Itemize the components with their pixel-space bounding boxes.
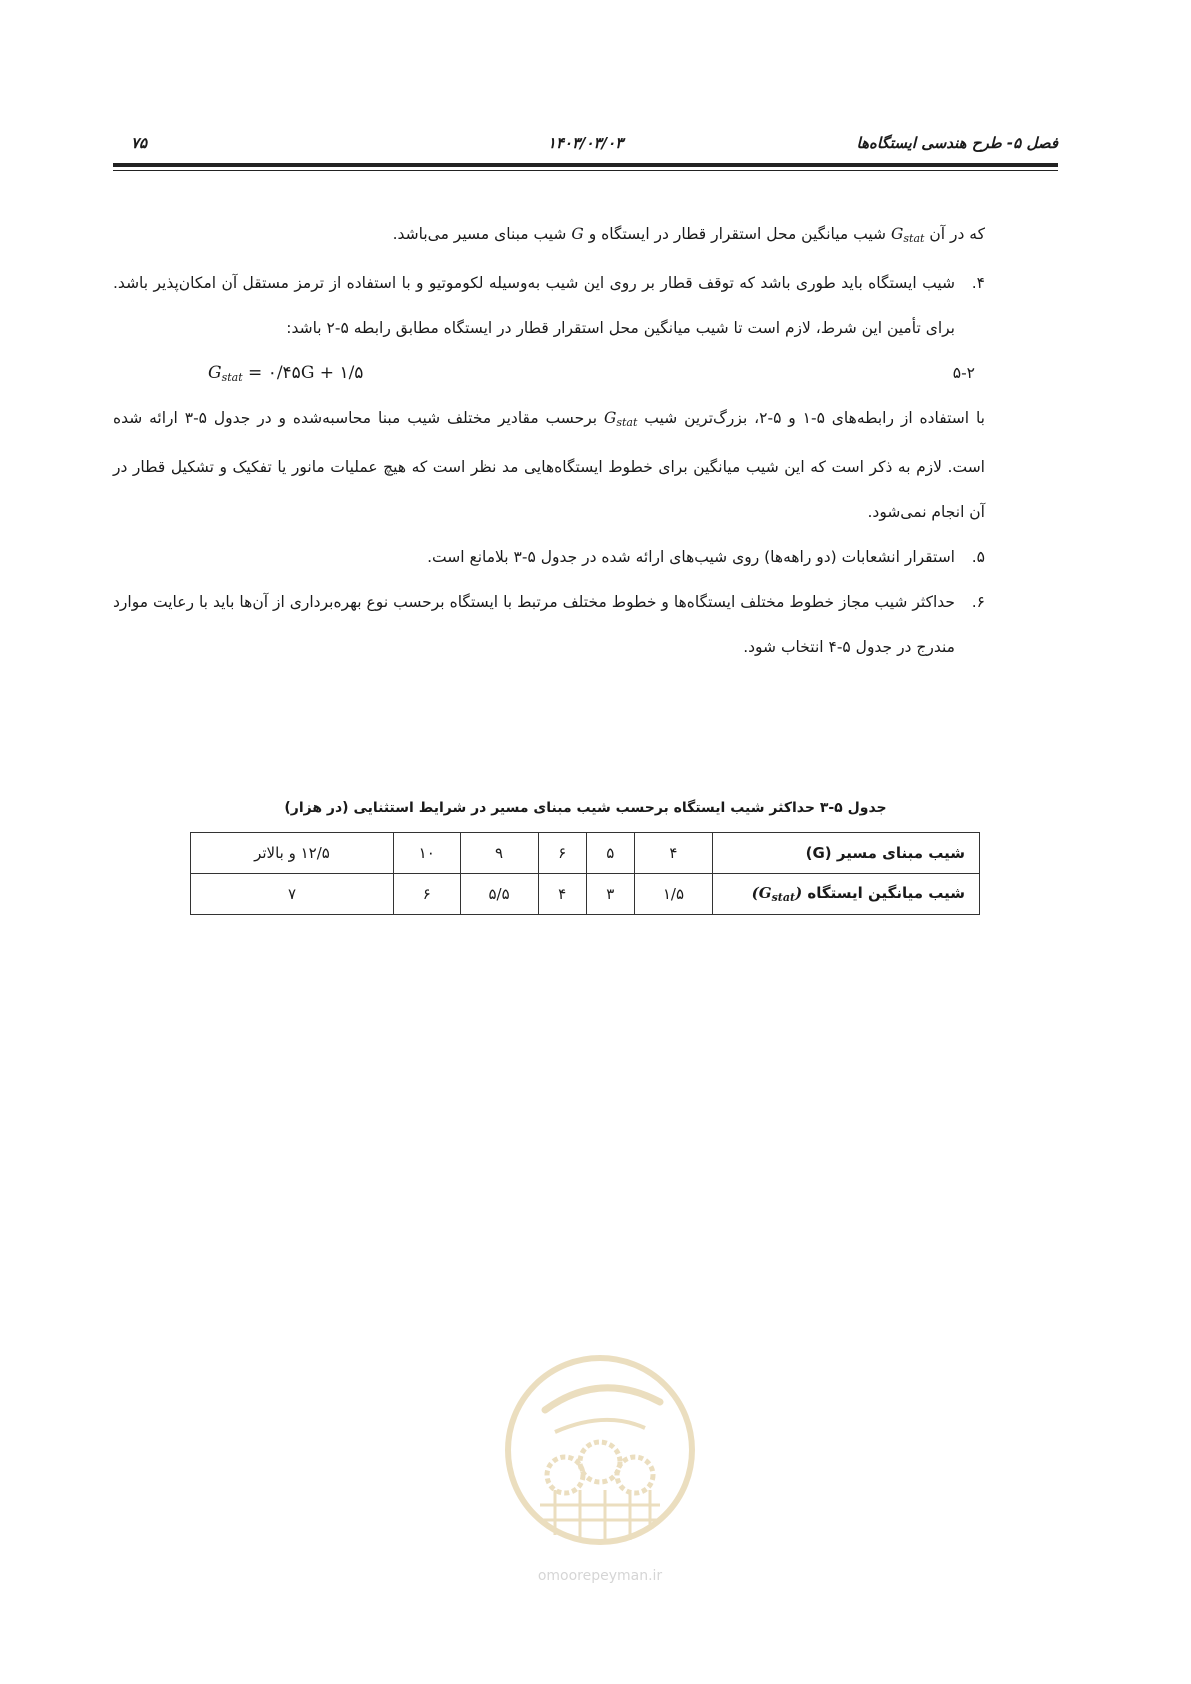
table-cell: ۱/۵: [634, 874, 712, 915]
paragraph-explanation: [113, 396, 985, 535]
equation-rhs: = ۰/۴۵G + ۱/۵: [248, 363, 364, 383]
table-cell: ۱۲/۵ و بالاتر: [191, 833, 394, 874]
list-number: ۶.: [971, 593, 985, 611]
table-cell: ۴: [538, 874, 586, 915]
explanation-text-2: برحسب مقادیر مختلف شیب مبنا محاسبه‌شده و در جدول ۵-۳ ارائه شده است. لازم به ذکر است که این شیب میانگین برای خطوط ایستگاه‌هایی مد نظر است که هیچ عملیات مانور یا تفکیک و تشکیل قطار در آن انجام نمی‌شود.: [113, 409, 985, 521]
table-cell: ۴: [634, 833, 712, 874]
table-row: [191, 874, 980, 915]
paragraph-definition: [113, 212, 985, 261]
row-header-route-grade: شیب مبنای مسیر (G): [713, 833, 980, 874]
header-rule-thick: [113, 163, 1058, 167]
table-cell: ۵: [586, 833, 634, 874]
watermark-logo: [495, 1340, 705, 1600]
table-caption: جدول ۵-۳ حداکثر شیب ایستگاه برحسب شیب مبنای مسیر در شرایط استثنایی (در هزار): [284, 800, 887, 816]
math-gstat: $G_{stat}$: [891, 225, 925, 245]
definition-text-2: شیب میانگین محل استقرار قطار در ایستگاه و: [588, 225, 887, 243]
page-number: ۷۵: [131, 134, 148, 152]
header-rule-thin: [113, 170, 1058, 171]
table-cell: ۷: [191, 874, 394, 915]
header-date: ۱۴۰۳/۰۳/۰۳: [547, 134, 624, 152]
table-cell: ۱۰: [393, 833, 460, 874]
table-cell: ۶: [538, 833, 586, 874]
row-header-station-grade: شیب میانگین ایستگاه $(G_{stat})$: [713, 874, 980, 915]
table-cell: ۶: [393, 874, 460, 915]
list-number: ۴.: [971, 274, 985, 292]
list-item-text: حداکثر شیب مجاز خطوط مختلف ایستگاه‌ها و خطوط مختلف مرتبط با ایستگاه برحسب نوع بهره‌برداری از آن‌ها باید با رعایت موارد مندرج در جدول ۵-۴ انتخاب شود.: [113, 593, 955, 656]
table-cell: ۳: [586, 874, 634, 915]
gradient-table: [190, 832, 980, 915]
equation-5-2: [113, 351, 985, 396]
logo-seal-icon: [495, 1340, 705, 1560]
list-item-text: استقرار انشعابات (دو راهه‌ها) روی شیب‌های ارائه شده در جدول ۵-۳ بلامانع است.: [427, 548, 955, 566]
chapter-title: فصل ۵- طرح هندسی ایستگاه‌ها: [856, 134, 1058, 152]
list-item-5: [113, 535, 985, 580]
math-gstat: $G_{stat}$: [603, 409, 638, 429]
explanation-text-1: با استفاده از رابطه‌های ۵-۱ و ۵-۲، بزرگ‌ترین شیب: [644, 409, 985, 427]
definition-text-1: که در آن: [929, 225, 985, 243]
list-item-text: شیب ایستگاه باید طوری باشد که توقف قطار بر روی این شیب به‌وسیله لکوموتیو و با استفاده از ترمز مستقل آن امکان‌پذیر باشد. برای تأمین این شرط، لازم است تا شیب میانگین محل استقرار قطار در ایستگاه مطابق رابطه ۵-۲ باشد:: [113, 274, 955, 337]
table-cell: ۵/۵: [460, 874, 538, 915]
list-item-4: [113, 261, 985, 351]
table-cell: ۹: [460, 833, 538, 874]
equation-body: $G_{stat}$ = ۰/۴۵G + ۱/۵: [208, 363, 364, 384]
document-body: [113, 212, 985, 670]
definition-text-3: شیب مبنای مسیر می‌باشد.: [392, 225, 567, 243]
list-number: ۵.: [971, 548, 985, 566]
equation-number: ۵-۲: [952, 364, 975, 382]
table-row: [191, 833, 980, 874]
list-item-6: [113, 580, 985, 670]
watermark-url: omoorepeyman.ir: [537, 1568, 663, 1584]
math-g: G: [571, 225, 584, 243]
